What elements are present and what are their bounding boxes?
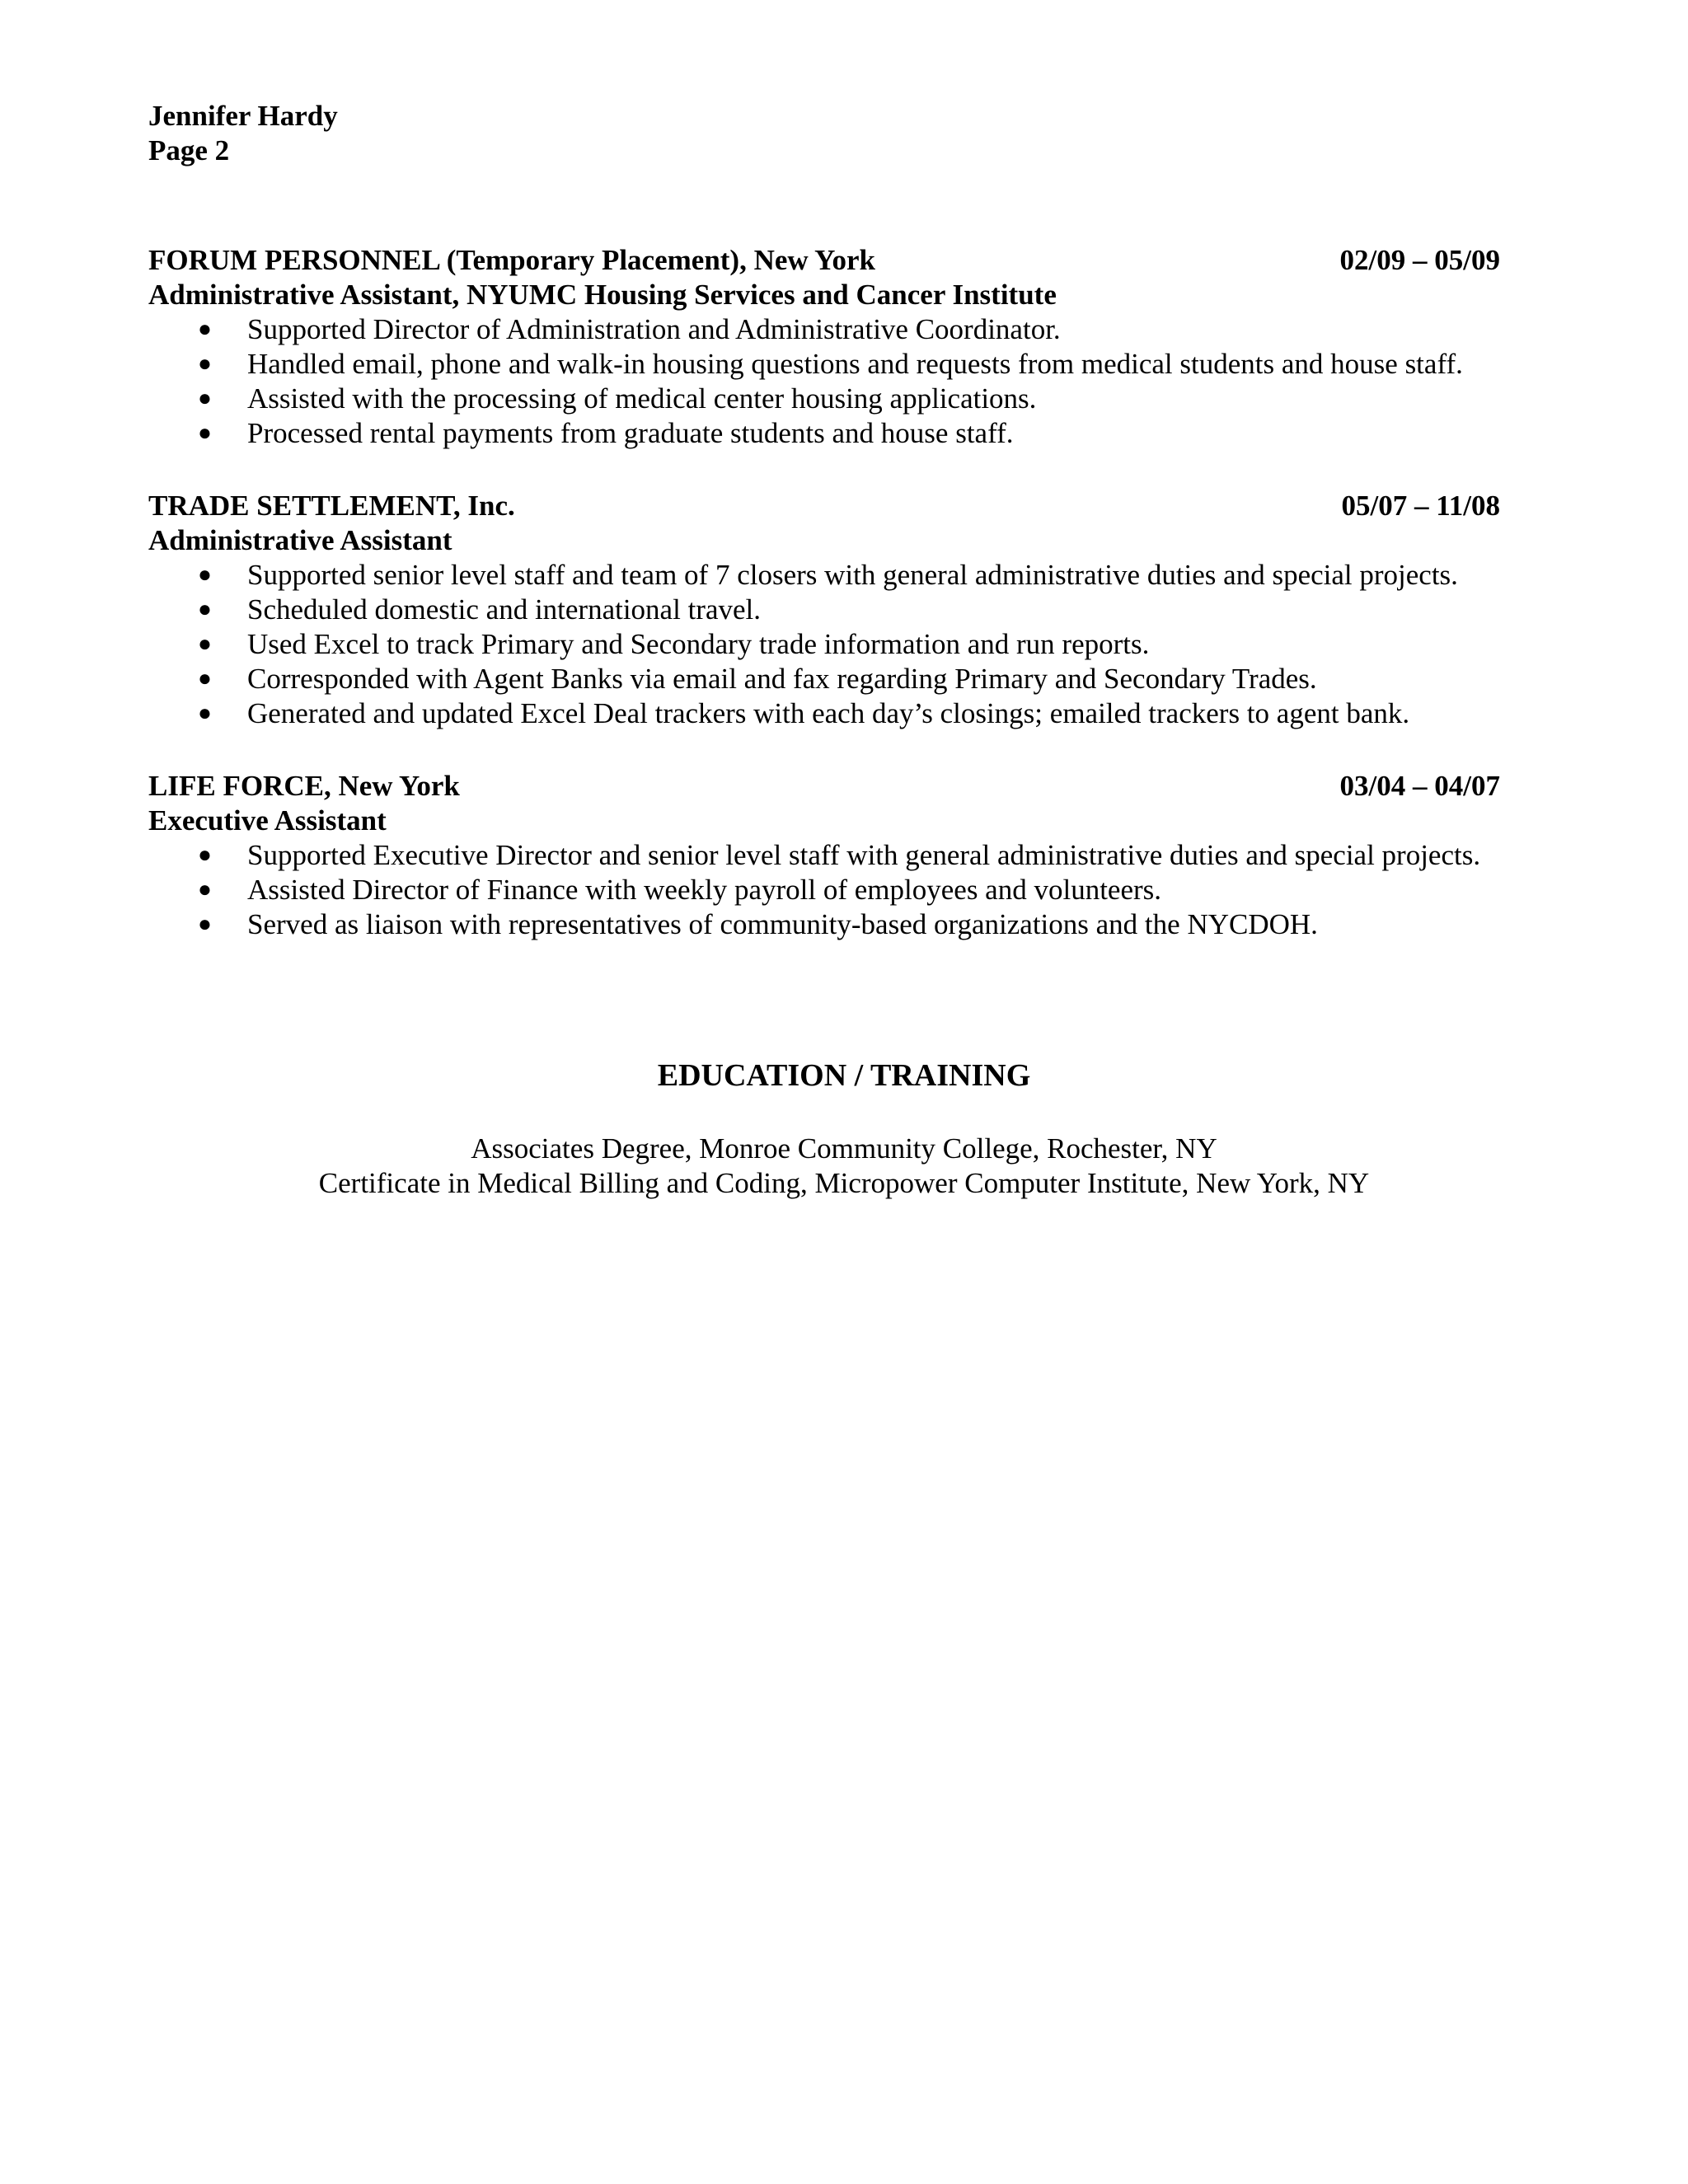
job-company: FORUM PERSONNEL (Temporary Placement), New York <box>148 244 876 276</box>
list-item <box>148 696 1533 731</box>
education-list <box>0 1132 1688 1201</box>
bullet-text: Served as liaison with representatives of community-based organizations and the NYCDOH. <box>247 908 1318 940</box>
job-dates: 02/09 – 05/09 <box>1339 244 1500 276</box>
bullet-icon: ● <box>198 316 212 342</box>
candidate-name: Jennifer Hardy <box>148 100 338 132</box>
bullet-icon: ● <box>198 386 212 411</box>
list-item <box>148 907 1533 942</box>
job-header <box>148 489 1500 523</box>
list-item <box>148 873 1533 907</box>
list-item <box>148 558 1533 593</box>
job-entry-life-force <box>148 769 1533 942</box>
list-item <box>148 593 1533 627</box>
job-header <box>148 243 1500 278</box>
job-entry-forum-personnel <box>148 243 1533 451</box>
job-title: Administrative Assistant <box>148 524 452 556</box>
bullet-icon: ● <box>198 877 212 902</box>
bullet-text: Processed rental payments from graduate students and house staff. <box>247 417 1014 449</box>
job-company: LIFE FORCE, New York <box>148 770 460 802</box>
education-item: Certificate in Medical Billing and Coding, Micropower Computer Institute, New York, NY <box>318 1167 1370 1199</box>
bullet-icon: ● <box>198 351 212 377</box>
bullet-icon: ● <box>198 912 212 937</box>
education-item: Associates Degree, Monroe Community College, Rochester, NY <box>471 1132 1217 1165</box>
page-number: Page 2 <box>148 134 230 166</box>
bullet-icon: ● <box>198 597 212 622</box>
bullet-text: Assisted Director of Finance with weekly payroll of employees and volunteers. <box>247 874 1162 906</box>
bullet-text: Handled email, phone and walk-in housing questions and requests from medical students and house staff. <box>247 348 1463 380</box>
bullet-text: Used Excel to track Primary and Secondary trade information and run reports. <box>247 628 1150 660</box>
job-header <box>148 769 1500 804</box>
job-dates: 05/07 – 11/08 <box>1341 490 1500 522</box>
bullet-text: Generated and updated Excel Deal trackers with each day’s closings; emailed trackers to agent bank. <box>247 697 1410 729</box>
bullet-icon: ● <box>198 631 212 657</box>
bullet-icon: ● <box>198 666 212 691</box>
list-item <box>148 627 1533 662</box>
job-bullet-list <box>148 312 1533 451</box>
list-item <box>148 662 1533 696</box>
list-item <box>148 416 1533 451</box>
job-bullet-list <box>148 838 1533 942</box>
bullet-text: Supported Director of Administration and Administrative Coordinator. <box>247 313 1061 345</box>
bullet-text: Corresponded with Agent Banks via email and fax regarding Primary and Secondary Trades. <box>247 663 1317 695</box>
job-dates: 03/04 – 04/07 <box>1339 770 1500 802</box>
list-item <box>148 382 1533 416</box>
bullet-icon: ● <box>198 701 212 726</box>
job-company: TRADE SETTLEMENT, Inc. <box>148 490 515 522</box>
list-item <box>148 838 1533 873</box>
bullet-icon: ● <box>198 562 212 588</box>
list-item <box>148 312 1533 347</box>
bullet-icon: ● <box>198 420 212 446</box>
job-title: Administrative Assistant, NYUMC Housing Services and Cancer Institute <box>148 279 1057 311</box>
page-header <box>148 99 338 168</box>
bullet-text: Assisted with the processing of medical center housing applications. <box>247 382 1037 415</box>
education-heading: EDUCATION / TRAINING <box>657 1058 1031 1093</box>
bullet-icon: ● <box>198 842 212 868</box>
job-entry-trade-settlement <box>148 489 1533 731</box>
bullet-text: Supported senior level staff and team of 7 closers with general administrative duties and special projects. <box>247 559 1458 591</box>
job-bullet-list <box>148 558 1533 731</box>
job-title: Executive Assistant <box>148 804 387 837</box>
bullet-text: Supported Executive Director and senior level staff with general administrative duties and special projects. <box>247 839 1481 871</box>
list-item <box>148 347 1533 382</box>
bullet-text: Scheduled domestic and international travel. <box>247 593 761 626</box>
